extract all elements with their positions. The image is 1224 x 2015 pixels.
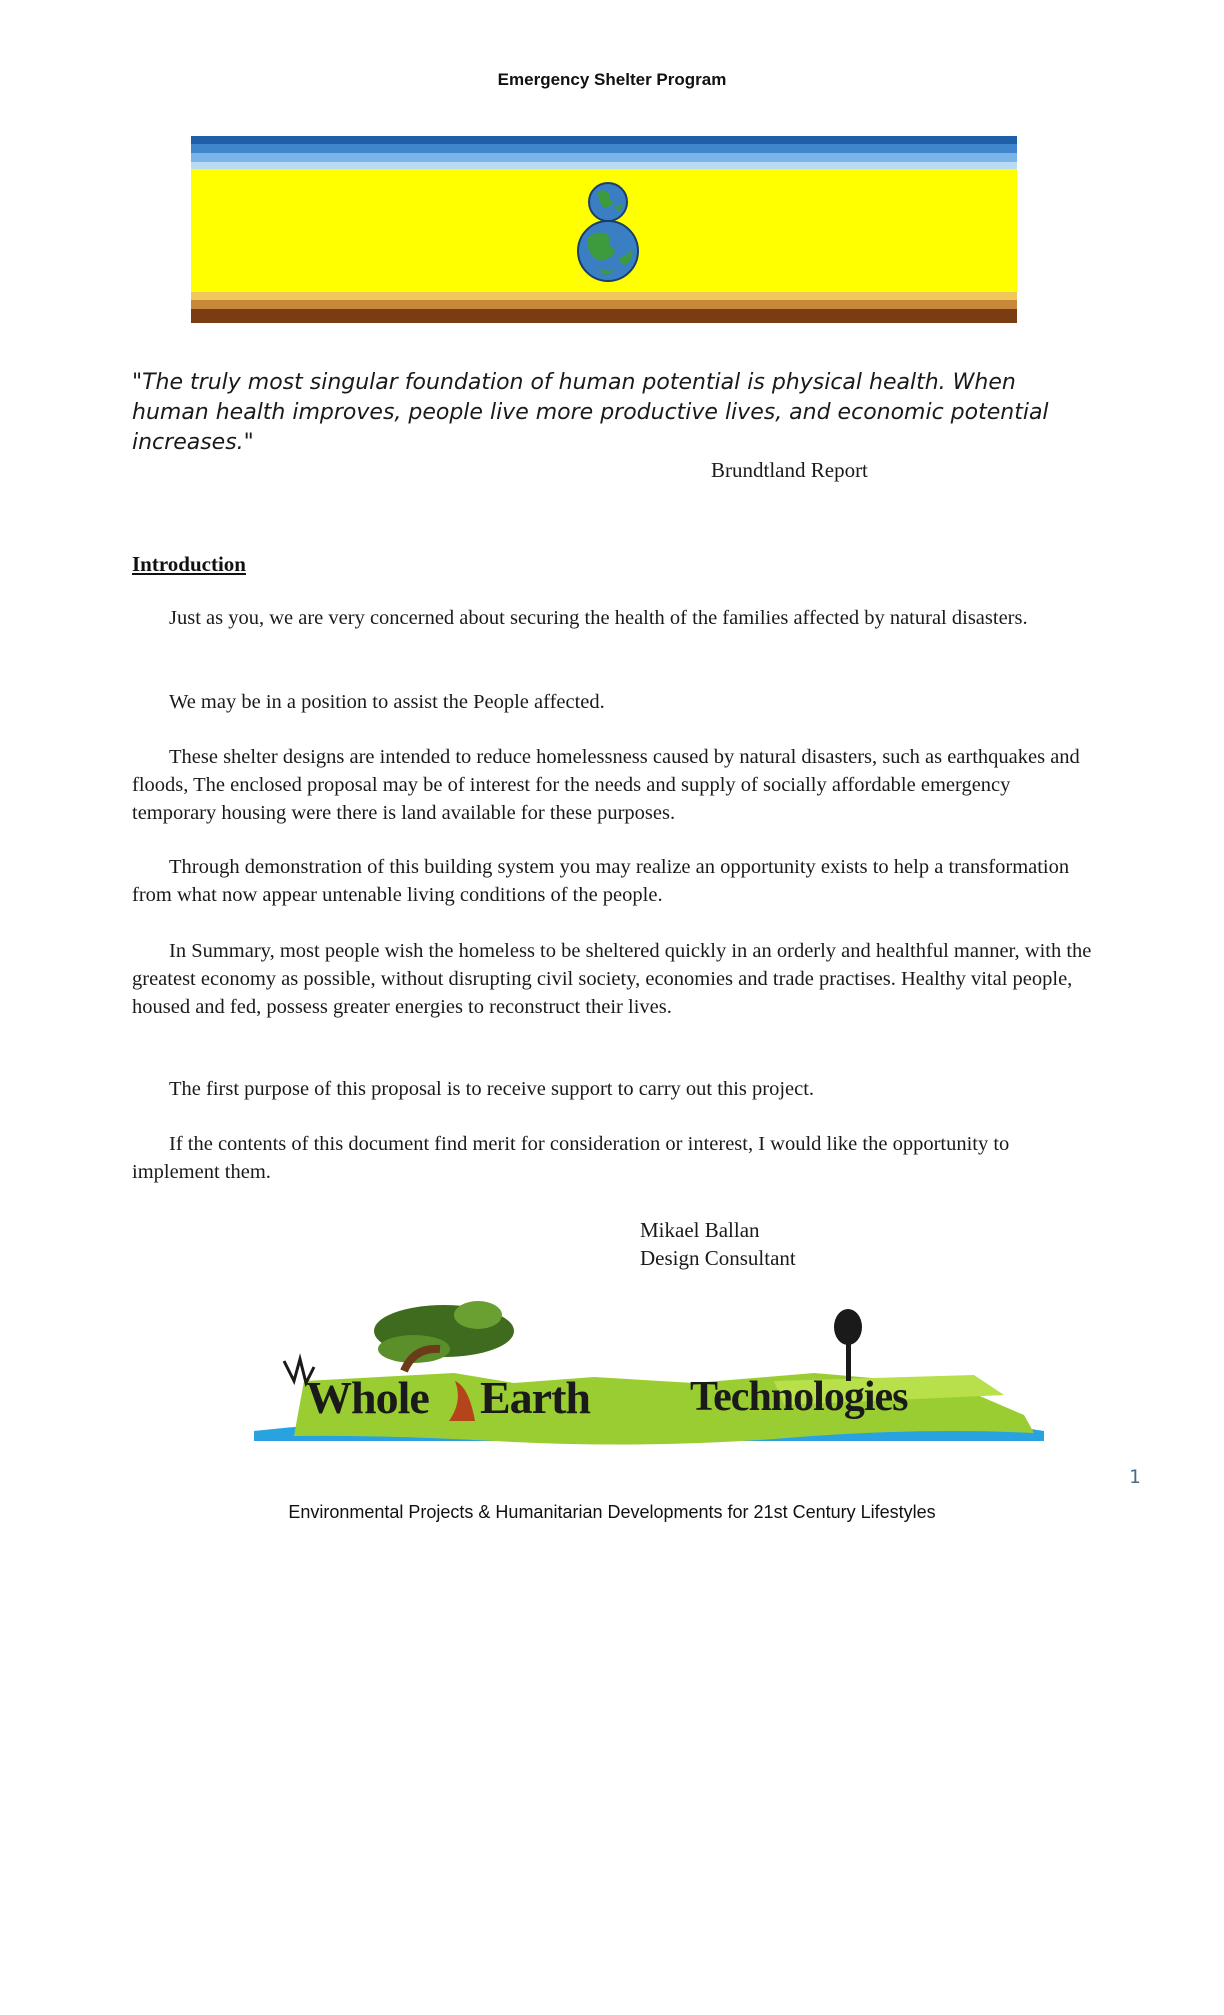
intro-paragraph: If the contents of this document find merit for consideration or interest, I would like the opportunity to implement them. (132, 1133, 1010, 1183)
quote-attribution: Brundtland Report (711, 458, 868, 482)
document-header-title: Emergency Shelter Program (497, 70, 727, 89)
intro-paragraph: Just as you, we are very concerned about securing the health of the families affected by natural disasters. (169, 607, 1028, 629)
whole-earth-technologies-logo (254, 1291, 1044, 1451)
globe-icon (570, 180, 650, 285)
logo-word-whole: Whole (306, 1372, 429, 1423)
introduction-heading: Introduction (132, 552, 246, 576)
banner-sky-band-pale (191, 162, 1017, 169)
banner-earth-band-mid (191, 300, 1017, 309)
page-number: 1 (1129, 1466, 1141, 1488)
banner-earth-band-light (191, 292, 1017, 300)
banner-sky-band-light (191, 153, 1017, 162)
banner-sky-band-dark (191, 136, 1017, 144)
intro-paragraph: Through demonstration of this building system you may realize an opportunity exists to help a transformation from what now appear untenable living conditions of the people. (132, 856, 1070, 906)
intro-paragraph: In Summary, most people wish the homeless to be sheltered quickly in an orderly and healthful manner, with the greatest economy as possible, without disrupting civil society, economies and trade practises. Healthy vital people, housed and fed, possess greater energies to reconstruct their lives. (132, 940, 1092, 1018)
banner-sky-band-mid (191, 144, 1017, 153)
epigraph-quote: "The truly most singular foundation of human potential is physical health. When human health improves, people live more productive lives, and economic potential increases." (132, 370, 1049, 455)
signature-title: Design Consultant (640, 1246, 796, 1270)
header-banner (191, 136, 1017, 323)
intro-paragraph: These shelter designs are intended to reduce homelessness caused by natural disasters, such as earthquakes and floods, The enclosed proposal may be of interest for the needs and supply of socially affordable emergency temporary housing were there is land available for these purposes. (132, 746, 1080, 824)
footer-tagline: Environmental Projects & Humanitarian Developments for 21st Century Lifestyles (288, 1502, 936, 1522)
logo-word-earth: Earth (480, 1372, 590, 1423)
intro-paragraph: The first purpose of this proposal is to receive support to carry out this project. (169, 1078, 815, 1100)
logo-word-technologies: Technologies (690, 1374, 908, 1420)
banner-earth-band-dark (191, 309, 1017, 323)
signature-name: Mikael Ballan (640, 1218, 760, 1242)
intro-paragraph: We may be in a position to assist the People affected. (169, 691, 605, 713)
